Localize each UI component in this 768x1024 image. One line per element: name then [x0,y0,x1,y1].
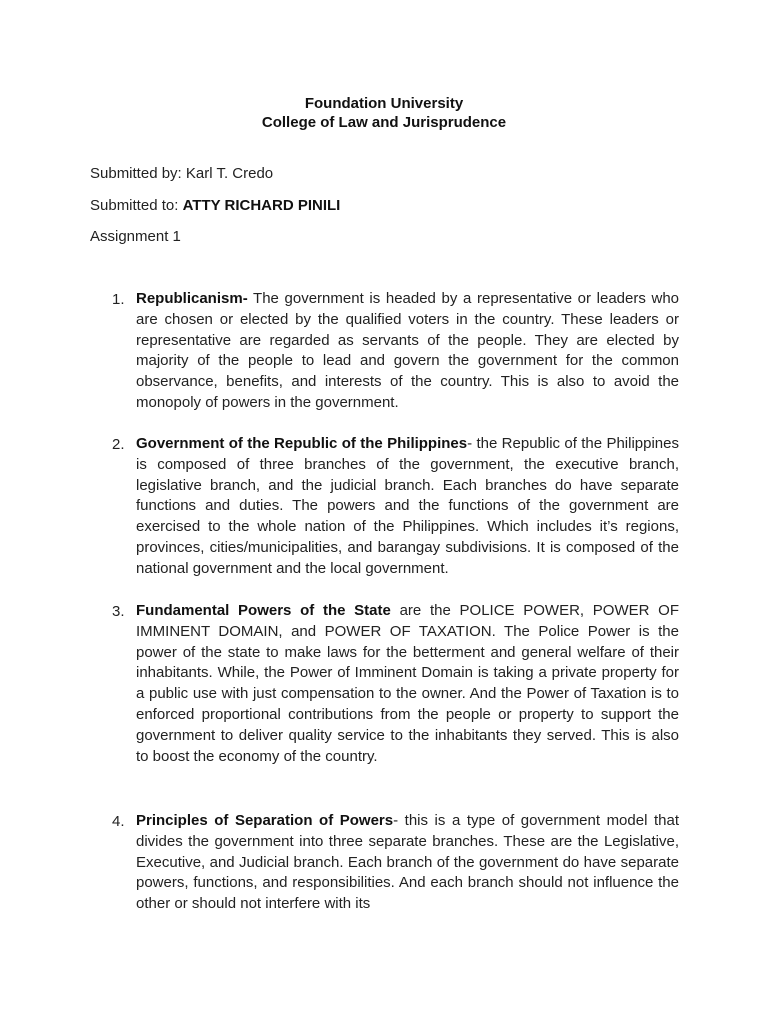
list-item-body: are the POLICE POWER, POWER OF IMMINENT DOMAIN, and POWER OF TAXATION. The Police Power is the power of the state to make laws for the betterment and general welfare of their inhabitants. While, the Power of Imminent Domain is taking a private property for a public use with just compensation to the owner. And the Power of Taxation is to enforced proportional contributions from the people or property to support the government to deliver quality service to the inhabitants they served. This is also to boost the economy of the country. [136,602,679,765]
list-item-number: 1. [112,291,125,308]
submitted-to-line [90,196,340,215]
list-item-term: Republicanism- [136,290,248,307]
list-item-number: 4. [112,813,125,830]
list-item-number: 2. [112,436,125,453]
list-item-text [136,434,679,580]
list-item-term: Government of the Republic of the Philippines [136,435,468,452]
list-item-body: - this is a type of government model that divides the government into three separate branches. These are the Legislative, Executive, and Judicial branch. Each branch of the government do have separate powers, functions, and responsibilities. And each branch should not influence the other or should not interfere with its [136,812,679,913]
college-name: College of Law and Jurisprudence [261,114,507,131]
list-item-text [136,811,679,915]
submitted-by-line [90,164,273,183]
document-header [0,94,768,132]
list-item-body: - the Republic of the Philippines is composed of three branches of the government, the executive branch, legislative branch, and the judicial branch. Each branches do have separate functions and duties. The powers and the functions of the government are exercised to the whole nation of the Philippines. Which includes it’s regions, provinces, cities/municipalities, and barangay subdivisions. It is composed of the national government and the local government. [136,435,679,577]
list-item-text [136,289,679,414]
list-item-text [136,601,679,767]
university-name: Foundation University [304,95,464,112]
list-item-body: The government is headed by a representative or leaders who are chosen or elected by the qualified voters in the country. These leaders or representative are regarded as servants of the people. They are elected by majority of the people to lead and govern the government for the common observance, benefits, and interests of the country. This is also to avoid the monopoly of powers in the government. [136,290,679,411]
list-item-term: Principles of Separation of Powers [136,812,394,829]
assignment-title: Assignment 1 [90,228,181,245]
submitted-to-label: Submitted to: [90,197,179,214]
submitted-by-value: Karl T. Credo [185,165,274,182]
submitted-by-label: Submitted by: [90,165,182,182]
list-item-term: Fundamental Powers of the State [136,602,391,619]
list-item-number: 3. [112,603,125,620]
submitted-to-value: ATTY RICHARD PINILI [182,197,341,214]
